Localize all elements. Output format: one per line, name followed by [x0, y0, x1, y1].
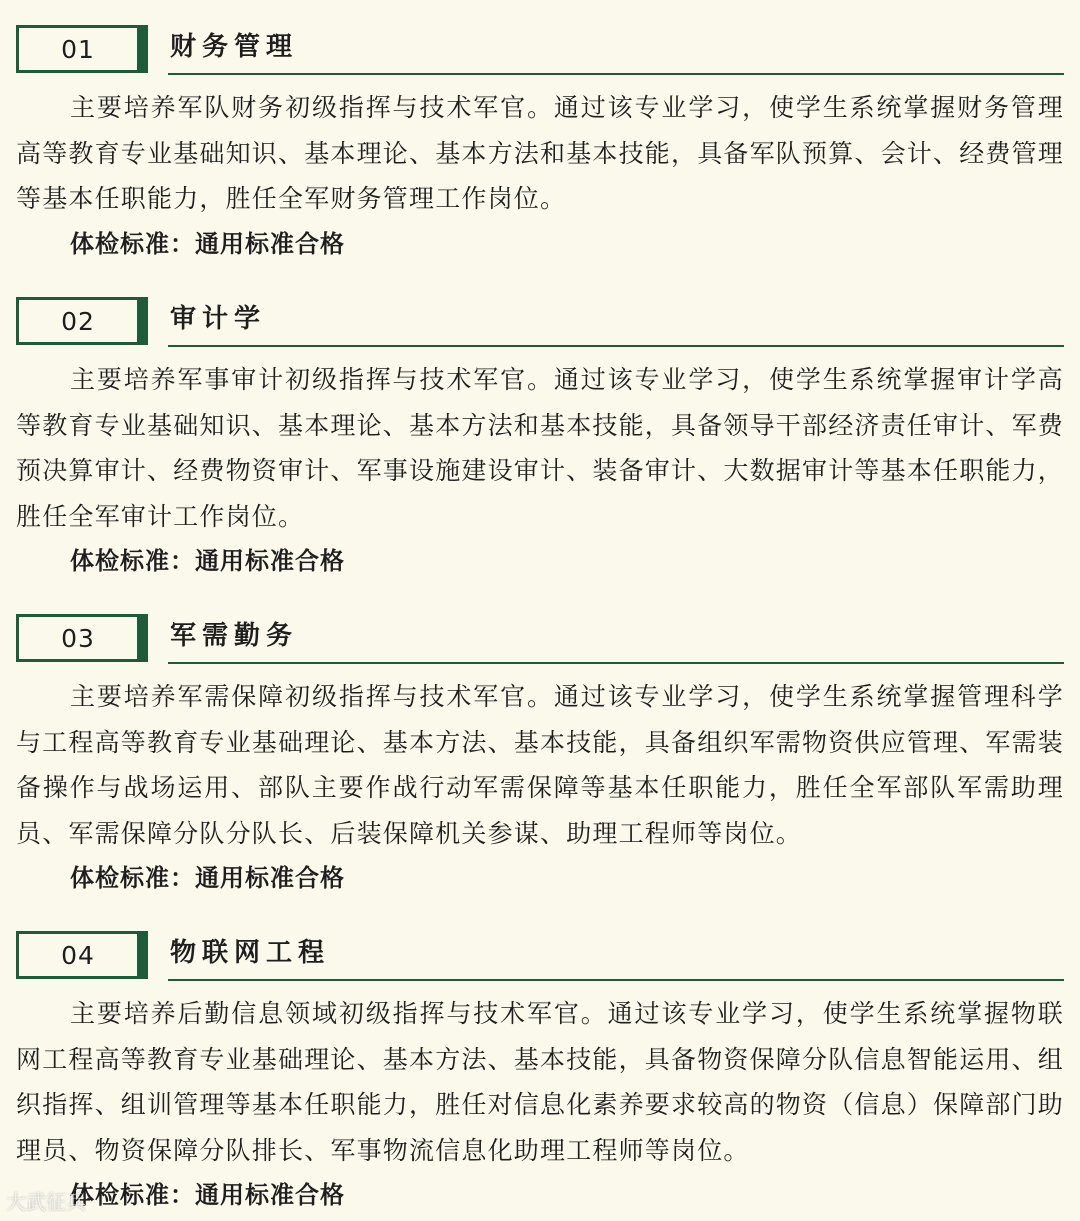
- physical-standard: 体检标准：通用标准合格: [70, 547, 345, 575]
- section-01: [0, 25, 1080, 266]
- section-description: 主要培养后勤信息领域初级指挥与技术军官。通过该专业学习，使学生系统掌握物联网工程高等教育专业基础理论、基本方法、基本技能，具备物资保障分队信息智能运用、组织指挥、组训管理等基本任职能力，胜任对信息化素养要求较高的物资（信息）保障部门助理员、物资保障分队排长、军事物流信息化助理工程师等岗位。: [16, 999, 1065, 1165]
- watermark-text: 大武征兵: [6, 1190, 86, 1214]
- section-number: 01: [16, 25, 140, 73]
- physical-standard: 体检标准：通用标准合格: [70, 864, 345, 892]
- physical-standard: 体检标准：通用标准合格: [70, 229, 345, 258]
- section-header: [0, 25, 1080, 77]
- section-description: 主要培养军队财务初级指挥与技术军官。通过该专业学习，使学生系统掌握财务管理高等教育专业基础知识、基本理论、基本方法和基本技能，具备军队预算、会计、经费管理等基本任职能力，胜任全军财务管理工作岗位。: [16, 93, 1065, 213]
- section-description: 主要培养军需保障初级指挥与技术军官。通过该专业学习，使学生系统掌握管理科学与工程高等教育专业基础理论、基本方法、基本技能，具备组织军需物资供应管理、军需装备操作与战场运用、部队主要作战行动军需保障等基本任职能力，胜任全军部队军需助理员、军需保障分队分队长、后装保障机关参谋、助理工程师等岗位。: [16, 682, 1065, 848]
- section-title: 审计学: [170, 304, 267, 334]
- title-underline: [168, 979, 1064, 981]
- section-title: 财务管理: [170, 32, 299, 62]
- section-header: [0, 297, 1080, 349]
- section-header: [0, 931, 1080, 983]
- section-number: 04: [16, 931, 140, 979]
- section-number: 03: [16, 614, 140, 662]
- title-underline: [168, 662, 1064, 664]
- section-03: [0, 614, 1080, 900]
- title-underline: [168, 345, 1064, 347]
- title-underline: [168, 73, 1064, 75]
- section-number: 02: [16, 297, 140, 345]
- section-description: 主要培养军事审计初级指挥与技术军官。通过该专业学习，使学生系统掌握审计学高等教育专业基础知识、基本理论、基本方法和基本技能，具备领导干部经济责任审计、军费预决算审计、经费物资审计、军事设施建设审计、装备审计、大数据审计等基本任职能力，胜任全军审计工作岗位。: [16, 365, 1065, 531]
- section-title: 物联网工程: [170, 938, 331, 968]
- section-04: [0, 931, 1080, 1217]
- section-header: [0, 614, 1080, 666]
- physical-standard: 体检标准：通用标准合格: [70, 1181, 345, 1209]
- section-title: 军需勤务: [170, 621, 299, 651]
- section-02: [0, 297, 1080, 583]
